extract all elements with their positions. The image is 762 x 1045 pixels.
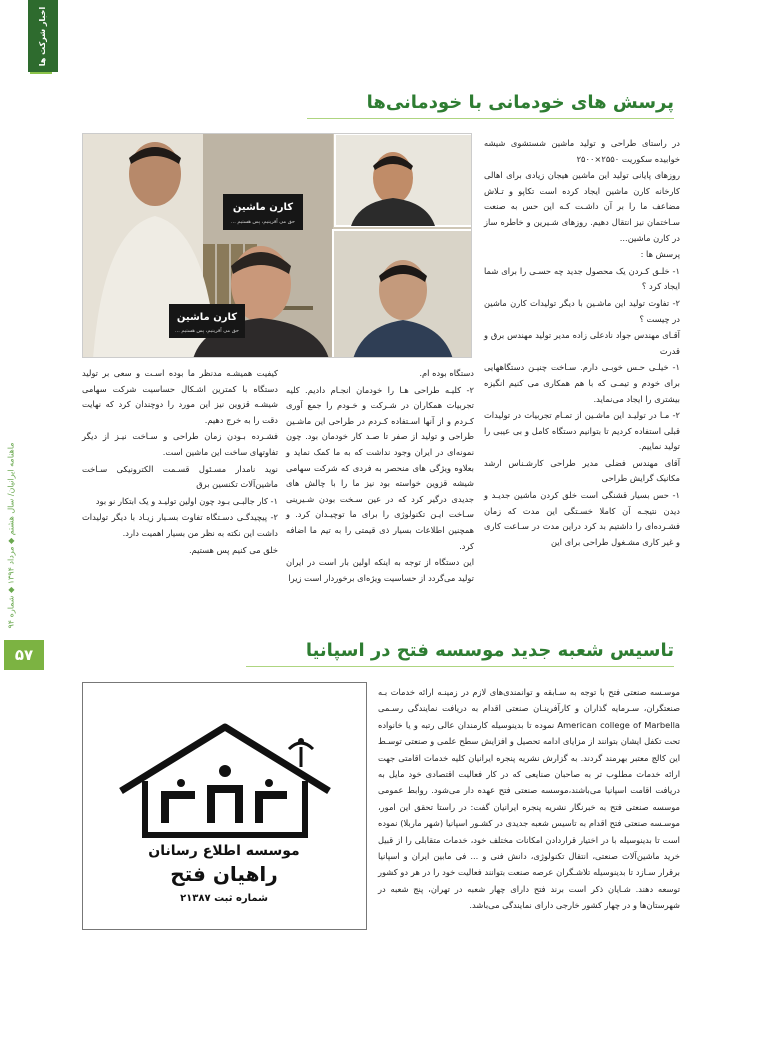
article2-body	[378, 684, 680, 915]
photo-banner-top: کارن ماشین	[232, 202, 294, 213]
fath-logo-box	[82, 682, 367, 930]
article1-right-p7: ۱- خیلـی حـس خوبـی دارم. سـاخت چنیـن دستگاههایی برای خودم و تیمـی که با هم همکاری می کنیم انگیزه بیشتری را ایجاد می‌نماید.	[484, 362, 680, 404]
article1-right-p8: ۲- مـا در تولیـد این ماشـین از تمـام تجربیات در تولیدات قبلی استفاده کردیم تا بتوانیم دستگاه کامل و بی عیبی را تولید نماییم.	[484, 410, 680, 452]
section-tab	[28, 0, 58, 72]
page-number: ۵۷	[4, 640, 44, 670]
article1-title: پرسش های خودمانی با خودمانی‌ها	[366, 92, 674, 113]
article1-right-p4: ۱- خلـق کـردن یک محصول جدید چه حسـی را برای شما ایجاد کرد ؟	[484, 265, 680, 292]
article1-right-p6: آقـای مهندس جواد نادعلی زاده مدیر تولید مهندس برق و قدرت	[484, 330, 680, 356]
article1-right-p9: آقای مهندس فضلی مدیر طراحی کارشـناس ارشد مکانیک گرایش طراحی	[484, 457, 680, 484]
article2-paragraph: موسـسه صنعتی فتح با توجه به سـابقه و توانمندی‌های لازم در زمینـه ارائه خدمات بـه صنعتگران، سـرمایه گذاران و کارآفرینـان صنعتی اقدام به دریافت نمایندگی رسـمی American college of Marbella نموده تا بدینوسیله کارمندان عالی رتبه و یا خانواده تحت تکفل ایشان بتوانند از مزایای ادامه تحصیل و افزایش سطح علمی و صنعتی توسـط این کالج معتبر بهرمند گردند. به گزارش نشریه پنجره ایرانیان کلیه خدمات اقامتی جهت ارائه خدمات مطلوب تر به صاحبان صنایعی که در کار فعالیت اقتصادی خود مایل به دریافت اقامت اسپانیا می‌باشند،موسسه صنعتی فتح عهده دار می‌شود. روابط عمومی موسسه صنعتی فتح به خبرنگار نشریه پنجره ایرانیان گفت: در راستا تحقق این امور، موسـسه صنعتی فتح اقدام به تاسیس شعبه جدیدی در کشـور اسپانیا (شهر ماربلا) نموده است تا بدینوسیله با در اختیار قراردادن امکانات مختلف خود، خدمات متقابلی را از قبیل خرید ماشین‌آلات صنعتی، انتقال تکنولوژی، دانش فنی و ... فی مابین ایران و اسپانیا برقرار سـازد تا بدینوسیله تلاشـگران عرصه صنعت بتوانند فعالیت خود را در هر دو کشور توسعه دهند. شـایان ذکر است برند فتح دارای چهار شعبه در تهران، پنج شعبه در شهرستان‌ها و در چهار کشور خارجی دارای نمایندگی می‌باشد.	[378, 687, 680, 911]
article1-left-p1: کیفیت همیشـه مدنظر ما بوده اسـت و سعی بر تولید دستگاه با کمترین اشـکال حساسیت شرکت سهامی شیشـه قزوین نیز این مورد را دوچندان کرد که نهایت دقت را به خرج دهیم.	[82, 368, 278, 425]
article1-right-p1: در راستای طراحی و تولید ماشین شستشوی شیشه خوابیده سکوریت ۲۵۵۰×۲۵۰۰	[484, 138, 680, 164]
logo-line2: راهیان فتح	[170, 862, 278, 886]
photo-collage-image	[83, 134, 472, 358]
article1-middle-p2: ۲- کلیـه طراحی هـا را خودمان انجـام دادیم. کلیه تجربیات همکاران در شـرکت و خـودم را جمع آوری کـردم و از آنها اسـتفاده کـردم در طراحی این ماشـین طراحی و تولید از صفر تا صـد کار خودمان بود. چون نمونه‌ای در ایران وجود نداشت که به ما کمک نماید و بعلاوه ویژگی های منحصر به فردی که شرکت سهامی شیشه قزوین خواسته بود نیز ما را با چالش های جدیدی درگیر کرد که در عین سـخت بودن شـیرینی سـاخت ایـن تکنولوژی را برای ما توچیـدان کرد. و همچنین اطلاعات بسیار ذی قیمتی را به تیم ما اضافه کرد.	[286, 384, 474, 551]
photo-banner-bottom: کارن ماشین	[176, 312, 238, 323]
article1-left-p4: ۱- کار جالبـی بـود چون اولین تولیـد و یک ابتکار نو بود	[95, 495, 278, 506]
article1-left-p6: خلق می کنیم پس هستیم.	[188, 544, 278, 555]
fath-logo	[83, 683, 366, 929]
article1-middle-p3: این دستگاه از توجه به اینکه اولین بار است در ایران تولید می‌گردد از حساسیت ویژه‌ای برخوردار است زیرا	[286, 557, 474, 583]
logo-line3: شماره ثبت ۲۱۳۸۷	[180, 893, 268, 904]
article1-right-p2: روزهای پایانی تولید این ماشین هیجان زیادی برای اهالی کارخانه کارن ماشین ایجاد کرده است تکاپو و تـلاش مضاعف ما را بر آن داشـت کـه این حس به صنعت سـاختمان نیز انتقال دهیم. روزهای شـیرین و خاطره ساز در کارن ماشین...	[484, 170, 680, 243]
article1-column-right	[484, 136, 680, 551]
article2-title: تاسیس شعبه جدید موسسه فتح در اسپانیا	[305, 640, 674, 661]
article1-right-p10: ۱- حس بسیار قشنگی است خلق کردن ماشین جدیـد و دیدن نتیجـه آن کاملا خسـتگی این مدت که زمان فشـرده‌ای را داشتیم بد کرد دراین مدت در سـاعت کاری و غیر کاری مشـغول طراحی برای این	[484, 490, 680, 547]
article1-right-p3: پرسش ها :	[640, 249, 680, 260]
article1-right-p5: ۲- تفاوت تولید این ماشـین با دیگر تولیدات کارن ماشین در چیست ؟	[484, 297, 680, 324]
side-strip-text: ماهنامه ایرانیان/ سال هشتم ◆ مرداد ۱۳۹۴ ◆ شماره ۹۴	[6, 442, 16, 628]
article1-column-middle	[286, 366, 474, 587]
article1-column-left	[82, 366, 278, 559]
article1-left-p5: ۲- پیچیدگـی دسـتگاه تفاوت بسـیار زیـاد با دیگر تولیدات داشت این نکته به نظر من بسیار اهمیت دارد.	[82, 512, 278, 538]
photo-banner-bottom-sub: حق می آفرینیم، پس هستیم ...	[175, 328, 239, 334]
section-tab-label: اخبار شرکت ها	[38, 6, 48, 66]
article1-left-p3: نوید نامدار مسـئول قسـمت الکترونیکی سـاخت ماشین‌آلات تکنسین برق	[82, 463, 278, 490]
article1-photo-collage	[82, 133, 472, 358]
logo-line1: موسسه اطلاع رسانان	[148, 843, 300, 859]
article1-left-p2: فشـرده بـودن زمان طراحی و سـاخت نیـز از دیگر تفاوتهای ساخت این ماشین است.	[82, 431, 278, 457]
article1-middle-p1: دستگاه بوده ام.	[419, 368, 474, 378]
photo-banner-top-sub: حق می آفرینیم، پس هستیم ...	[231, 219, 295, 225]
side-strip	[0, 430, 22, 640]
tab-divider	[30, 72, 52, 74]
